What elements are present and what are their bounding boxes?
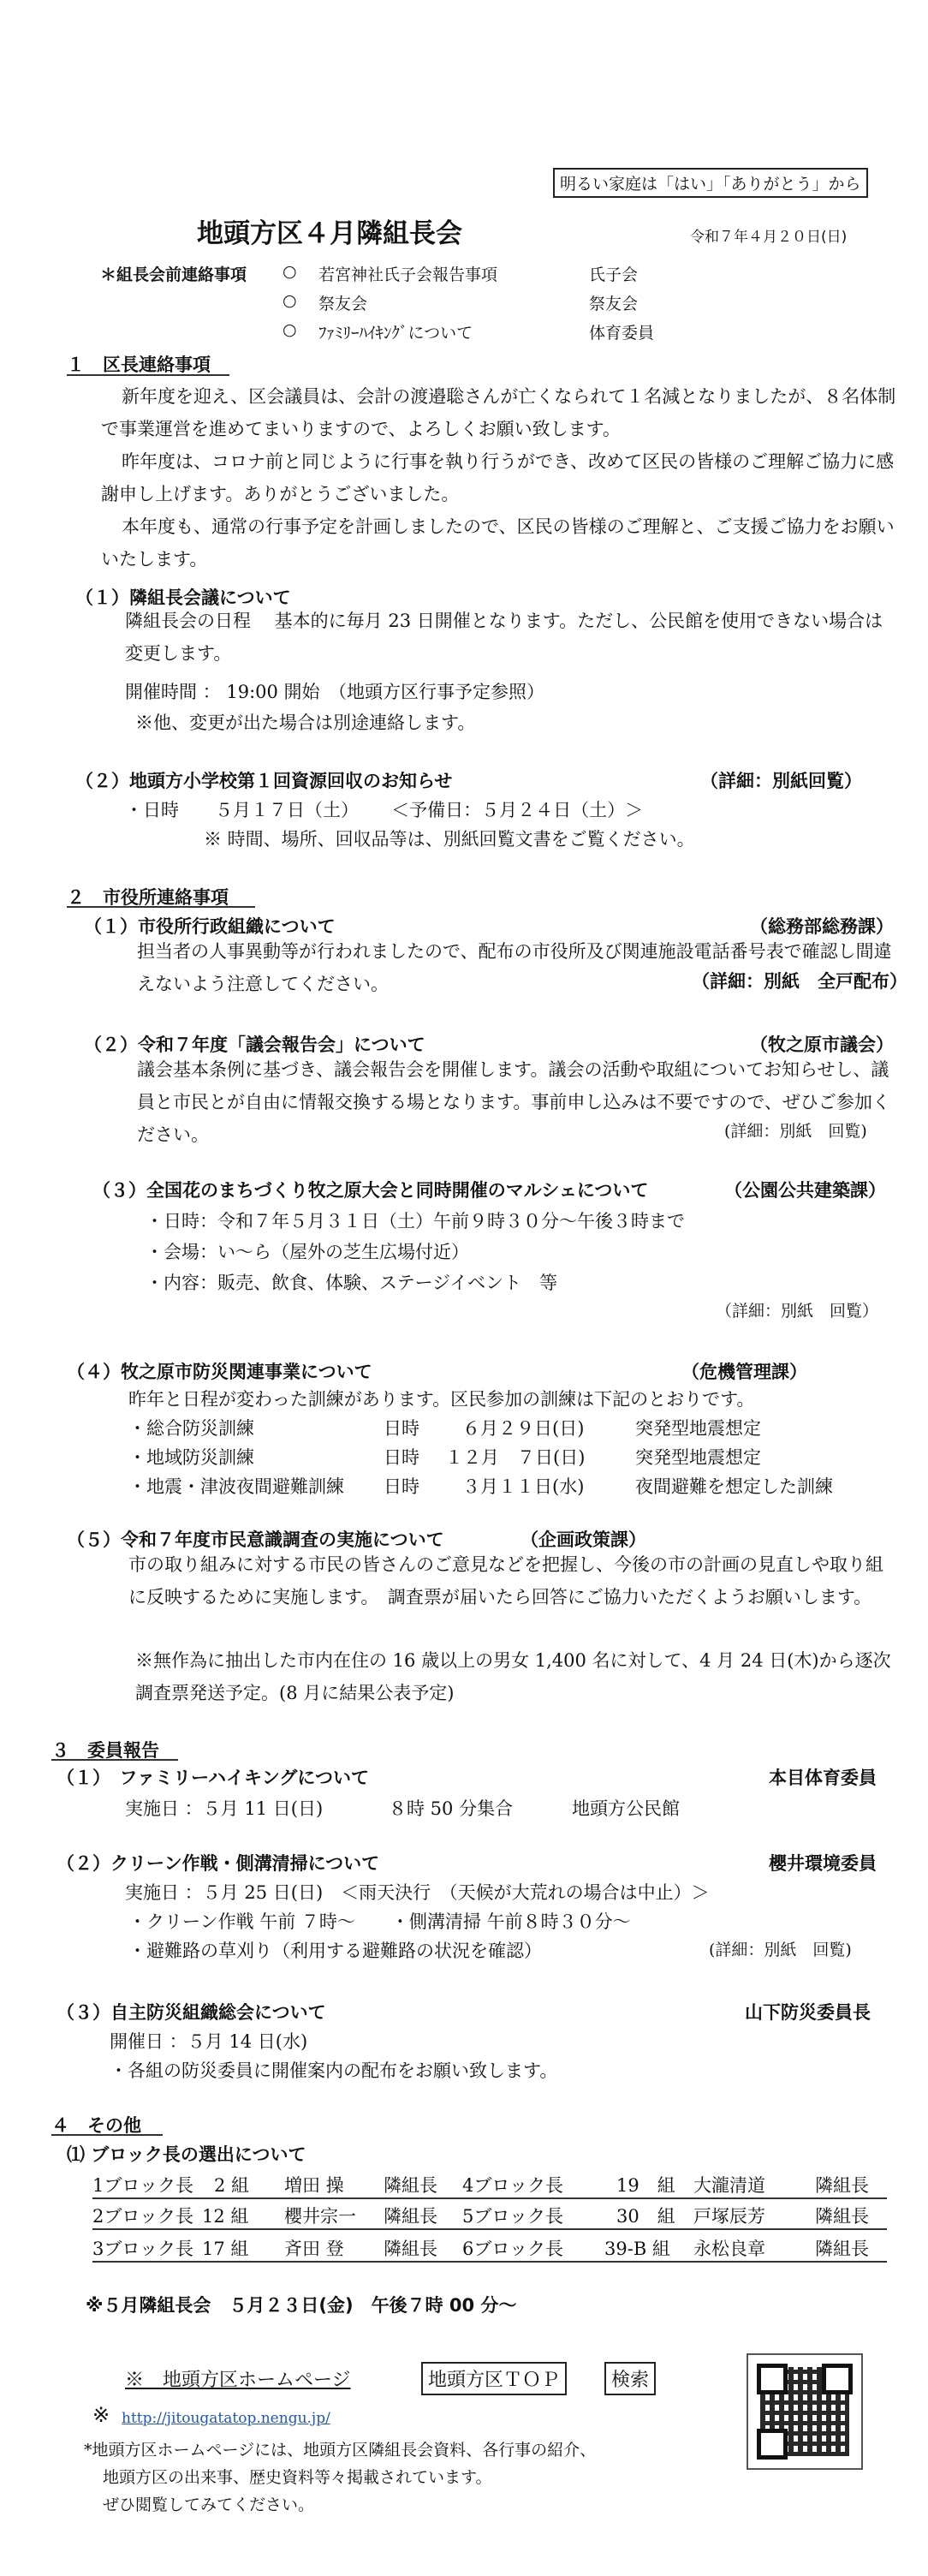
s2-q1-text: 担当者の人事異動等が行われましたので、配布の市役所及び関連施設電話番号表で確認し間違えないよう注意してください。	[137, 941, 892, 994]
s3-q1-heading: （１） ファミリーハイキングについて	[57, 1768, 369, 1788]
section-1-heading: １ 区長連絡事項	[67, 355, 211, 375]
s3-q3-note: ・各組の防災委員に開催案内の配布をお願い致します。	[110, 2060, 558, 2081]
section-4-heading: ４ その他	[51, 2115, 141, 2136]
section-1-paragraph: 本年度も、通常の行事予定を計画しましたので、区民の皆様のご理解と、ご支援ご協力をお願いいたします。	[101, 516, 895, 569]
s2-q5-note: ※無作為に抽出した市内在住の 16 歳以上の男女 1,400 名に対して、4 月 24 日(木)から逐次調査票発送予定。(8 月に結果公表予定)	[135, 1650, 891, 1703]
s1-q2-ref: （詳細：別紙回覧）	[700, 771, 862, 791]
table-row-line	[92, 2228, 887, 2230]
section-1-paragraph: 昨年度は、コロナ前と同じように行事を執り行うができ、改めて区民の皆様のご理解ご協力に感謝申し上げます。ありがとうございました。	[101, 451, 895, 504]
s1-q1-time: 開催時間 ： 19:00 開始 （地頭方区行事予定参照）	[125, 682, 545, 702]
block-leader-cell: 12 組	[202, 2206, 249, 2227]
s2-q3-venue: ・会場：い～ら（屋外の芝生広場付近）	[146, 1242, 469, 1262]
qr-code-icon[interactable]	[747, 2353, 863, 2470]
prelim-mark: ○	[283, 262, 297, 281]
s3-q3-date: 開催日 ：５月 14 日(水)	[110, 2031, 308, 2052]
section-3-heading: ３ 委員報告	[51, 1740, 159, 1761]
block-leader-cell: 隣組長	[384, 2175, 437, 2196]
s3-q3-heading: （３）自主防災組織総会について	[57, 2002, 326, 2023]
s2-q1-dept: （総務部総務課）	[750, 916, 894, 937]
s4-q1-heading: ⑴ ブロック長の選出について	[67, 2144, 306, 2165]
section-3-underline	[51, 1759, 178, 1761]
section-2-heading: ２ 市役所連絡事項	[67, 887, 229, 908]
meeting-date: 令和７年４月２０日(日)	[690, 229, 848, 246]
footer-note: 地頭方区の出来事、歴史資料等々掲載されています。	[103, 2468, 492, 2487]
s2-q5-dept: （企画政策課）	[521, 1530, 646, 1550]
section-4-underline	[51, 2134, 163, 2136]
page-title: 地頭方区４月隣組長会	[197, 218, 462, 249]
s2-q2-dept: （牧之原市議会）	[750, 1035, 894, 1055]
block-leader-cell: 6ブロック長	[462, 2239, 563, 2259]
s2-q3-date: ・日時：令和７年５月３１日（土）午前９時３０分～午後３時まで	[146, 1211, 685, 1231]
block-leader-cell: 大瀧清道	[693, 2175, 765, 2196]
s1-q1-note: ※他、変更が出た場合は別途連絡します。	[135, 713, 476, 733]
qr-finder	[757, 2364, 788, 2394]
block-leader-cell: 3ブロック長	[92, 2239, 193, 2259]
s2-q4-heading: （４）牧之原市防災関連事業について	[67, 1362, 372, 1382]
prelim-owner: 祭友会	[589, 295, 639, 313]
next-meeting: ※５月隣組長会 ５月２３日(金) 午後７時 00 分～	[86, 2295, 517, 2316]
s2-q2-text: 議会基本条例に基づき、議会報告会を開催します。議会の活動や取組についてお知らせし、議員と市民とが自由に情報交換する場となります。事前申し込みは不要ですので、ぜひご参加ください。	[137, 1059, 890, 1145]
block-leader-cell: 19 組	[616, 2175, 675, 2196]
prelim-item: 若宮神社氏子会報告事項	[318, 265, 498, 284]
prelim-owner: 体育委員	[589, 324, 655, 343]
section-2-underline	[67, 906, 255, 908]
block-leader-cell: 2ブロック長	[92, 2206, 193, 2227]
drill-label: 日時	[384, 1418, 419, 1439]
drill-name: ・総合防災訓練	[128, 1418, 254, 1439]
block-leader-cell: 隣組長	[384, 2206, 437, 2227]
block-leader-cell: 30 組	[616, 2206, 675, 2227]
block-leader-cell: 隣組長	[384, 2239, 437, 2259]
block-leader-cell: 1ブロック長	[92, 2175, 193, 2196]
section-1-paragraph: 新年度を迎え、区会議員は、会計の渡邉聡さんが亡くなられて１名減となりましたが、８名体制で事業運営を進めてまいりますので、よろしくお願い致します。	[101, 386, 896, 439]
drill-note: 突発型地震想定	[635, 1418, 761, 1439]
block-leader-cell: 永松良章	[693, 2239, 765, 2259]
s3-q1-date: 実施日 ：５月 11 日(日)	[125, 1798, 324, 1819]
drill-date: ６月２９日(日)	[462, 1418, 585, 1439]
s1-q1-text: 隣組長会の日程 基本的に毎月 23 日開催となります。ただし、公民館を使用できない場合は変更します。	[125, 611, 883, 664]
url-mark: ※	[92, 2403, 110, 2427]
homepage-link[interactable]: ※ 地頭方区ホームページ	[125, 2370, 351, 2391]
prelim-label: ＊組長会前連絡事項	[100, 265, 247, 284]
top-page-button[interactable]: 地頭方区ＴＯＰ	[421, 2362, 567, 2395]
section-1-underline	[67, 374, 229, 376]
drill-note: 突発型地震想定	[635, 1447, 761, 1468]
s3-q2-owner: 櫻井環境委員	[769, 1853, 877, 1874]
block-leader-cell: 隣組長	[815, 2206, 869, 2227]
drill-label: 日時	[384, 1476, 419, 1497]
s3-q1-time: ８時 50 分集合	[389, 1798, 514, 1819]
footer-note: *地頭方区ホームページには、地頭方区隣組長会資料、各行事の紹介、	[84, 2441, 597, 2460]
table-row-line	[92, 2261, 887, 2263]
block-leader-cell: 増田 操	[284, 2175, 344, 2196]
s3-q2-times: ・クリーン作戦 午前 ７時～ ・側溝清掃 午前８時３０分～	[128, 1911, 631, 1932]
homepage-url-link[interactable]: http://jitougatatop.nengu.jp/	[122, 2410, 330, 2427]
s2-q3-ref: （詳細：別紙 回覧）	[716, 1302, 879, 1321]
block-leader-cell: 斉田 登	[284, 2239, 344, 2259]
s2-q1-ref: （詳細：別紙 全戸配布）	[692, 968, 907, 993]
s2-q2-heading: （２）令和７年度「議会報告会」について	[84, 1035, 425, 1055]
s2-q5-text: 市の取り組みに対する市民の皆さんのご意見などを把握し、今後の市の計画の見直しや取り組に反映するために実施します。 調査票が届いたら回答にご協力いただくようお願いします。	[128, 1554, 883, 1607]
prelim-mark: ○	[283, 291, 297, 310]
s3-q2-mowing: ・避難路の草刈り（利用する避難路の状況を確認）	[128, 1941, 542, 1961]
s3-q1-place: 地頭方公民館	[572, 1798, 680, 1819]
prelim-owner: 氏子会	[589, 265, 639, 284]
block-leader-cell: 2 組	[214, 2175, 250, 2196]
qr-finder	[822, 2364, 853, 2394]
s2-q4-intro: 昨年と日程が変わった訓練があります。区民参加の訓練は下記のとおりです。	[128, 1389, 755, 1410]
s2-q1-heading: （１）市役所行政組織について	[84, 916, 336, 937]
s1-q2-heading: （２）地頭方小学校第１回資源回収のお知らせ	[75, 771, 453, 791]
s3-q2-date: 実施日 ：５月 25 日(日) ＜雨天決行 （天候が大荒れの場合は中止）＞	[125, 1882, 710, 1903]
block-leader-cell: 戸塚辰芳	[693, 2206, 765, 2227]
block-leader-cell: 4ブロック長	[462, 2175, 563, 2196]
drill-note: 夜間避難を想定した訓練	[635, 1476, 833, 1497]
s1-q2-date: ・日時 ５月１７日（土） ＜予備日：５月２４日（土）＞	[125, 800, 644, 820]
prelim-mark: ○	[283, 320, 297, 339]
s2-q3-content: ・内容：販売、飲食、体験、ステージイベント 等	[146, 1273, 558, 1293]
drill-date: ３月１１日(水)	[462, 1476, 585, 1497]
block-leader-cell: 櫻井宗一	[284, 2206, 356, 2227]
block-leader-cell: 39-B 組	[604, 2239, 670, 2259]
drill-name: ・地震・津波夜間避難訓練	[128, 1476, 344, 1497]
drill-date: １２月 ７日(日)	[445, 1447, 586, 1468]
block-leader-cell: 17 組	[202, 2239, 249, 2259]
prelim-item: 祭友会	[318, 295, 368, 313]
s2-q3-dept: （公園公共建築課）	[724, 1180, 886, 1201]
footer-note: ぜひ閲覧してみてください。	[103, 2496, 315, 2514]
search-button[interactable]: 検索	[604, 2362, 656, 2395]
s1-q2-note: ※ 時間、場所、回収品等は、別紙回覧文書をご覧ください。	[204, 829, 695, 850]
s3-q1-owner: 本目体育委員	[769, 1768, 877, 1788]
drill-label: 日時	[384, 1447, 419, 1468]
s2-q2-ref: (詳細：別紙 回覧)	[724, 1118, 867, 1142]
s2-q3-heading: （３）全国花のまちづくり牧之原大会と同時開催のマルシェについて	[92, 1180, 649, 1201]
s3-q2-ref: (詳細：別紙 回覧)	[709, 1941, 852, 1959]
drill-name: ・地域防災訓練	[128, 1447, 254, 1468]
qr-finder	[757, 2429, 788, 2460]
block-leader-cell: 5ブロック長	[462, 2206, 563, 2227]
table-row-line	[92, 2197, 887, 2199]
s1-q1-heading: （１）隣組長会議について	[75, 587, 291, 608]
prelim-item: ﾌｧﾐﾘｰﾊｲｷﾝｸﾞについて	[318, 324, 473, 343]
block-leader-cell: 隣組長	[815, 2175, 869, 2196]
s2-q4-dept: （危機管理課）	[681, 1362, 807, 1382]
s3-q3-owner: 山下防災委員長	[745, 2002, 871, 2023]
slogan-box: 明るい家庭は「はい」「ありがとう」から	[553, 168, 868, 198]
s3-q2-heading: （２）クリーン作戦・側溝清掃について	[57, 1853, 380, 1874]
s2-q5-heading: （５）令和７年度市民意識調査の実施について	[67, 1530, 444, 1550]
block-leader-cell: 隣組長	[815, 2239, 869, 2259]
